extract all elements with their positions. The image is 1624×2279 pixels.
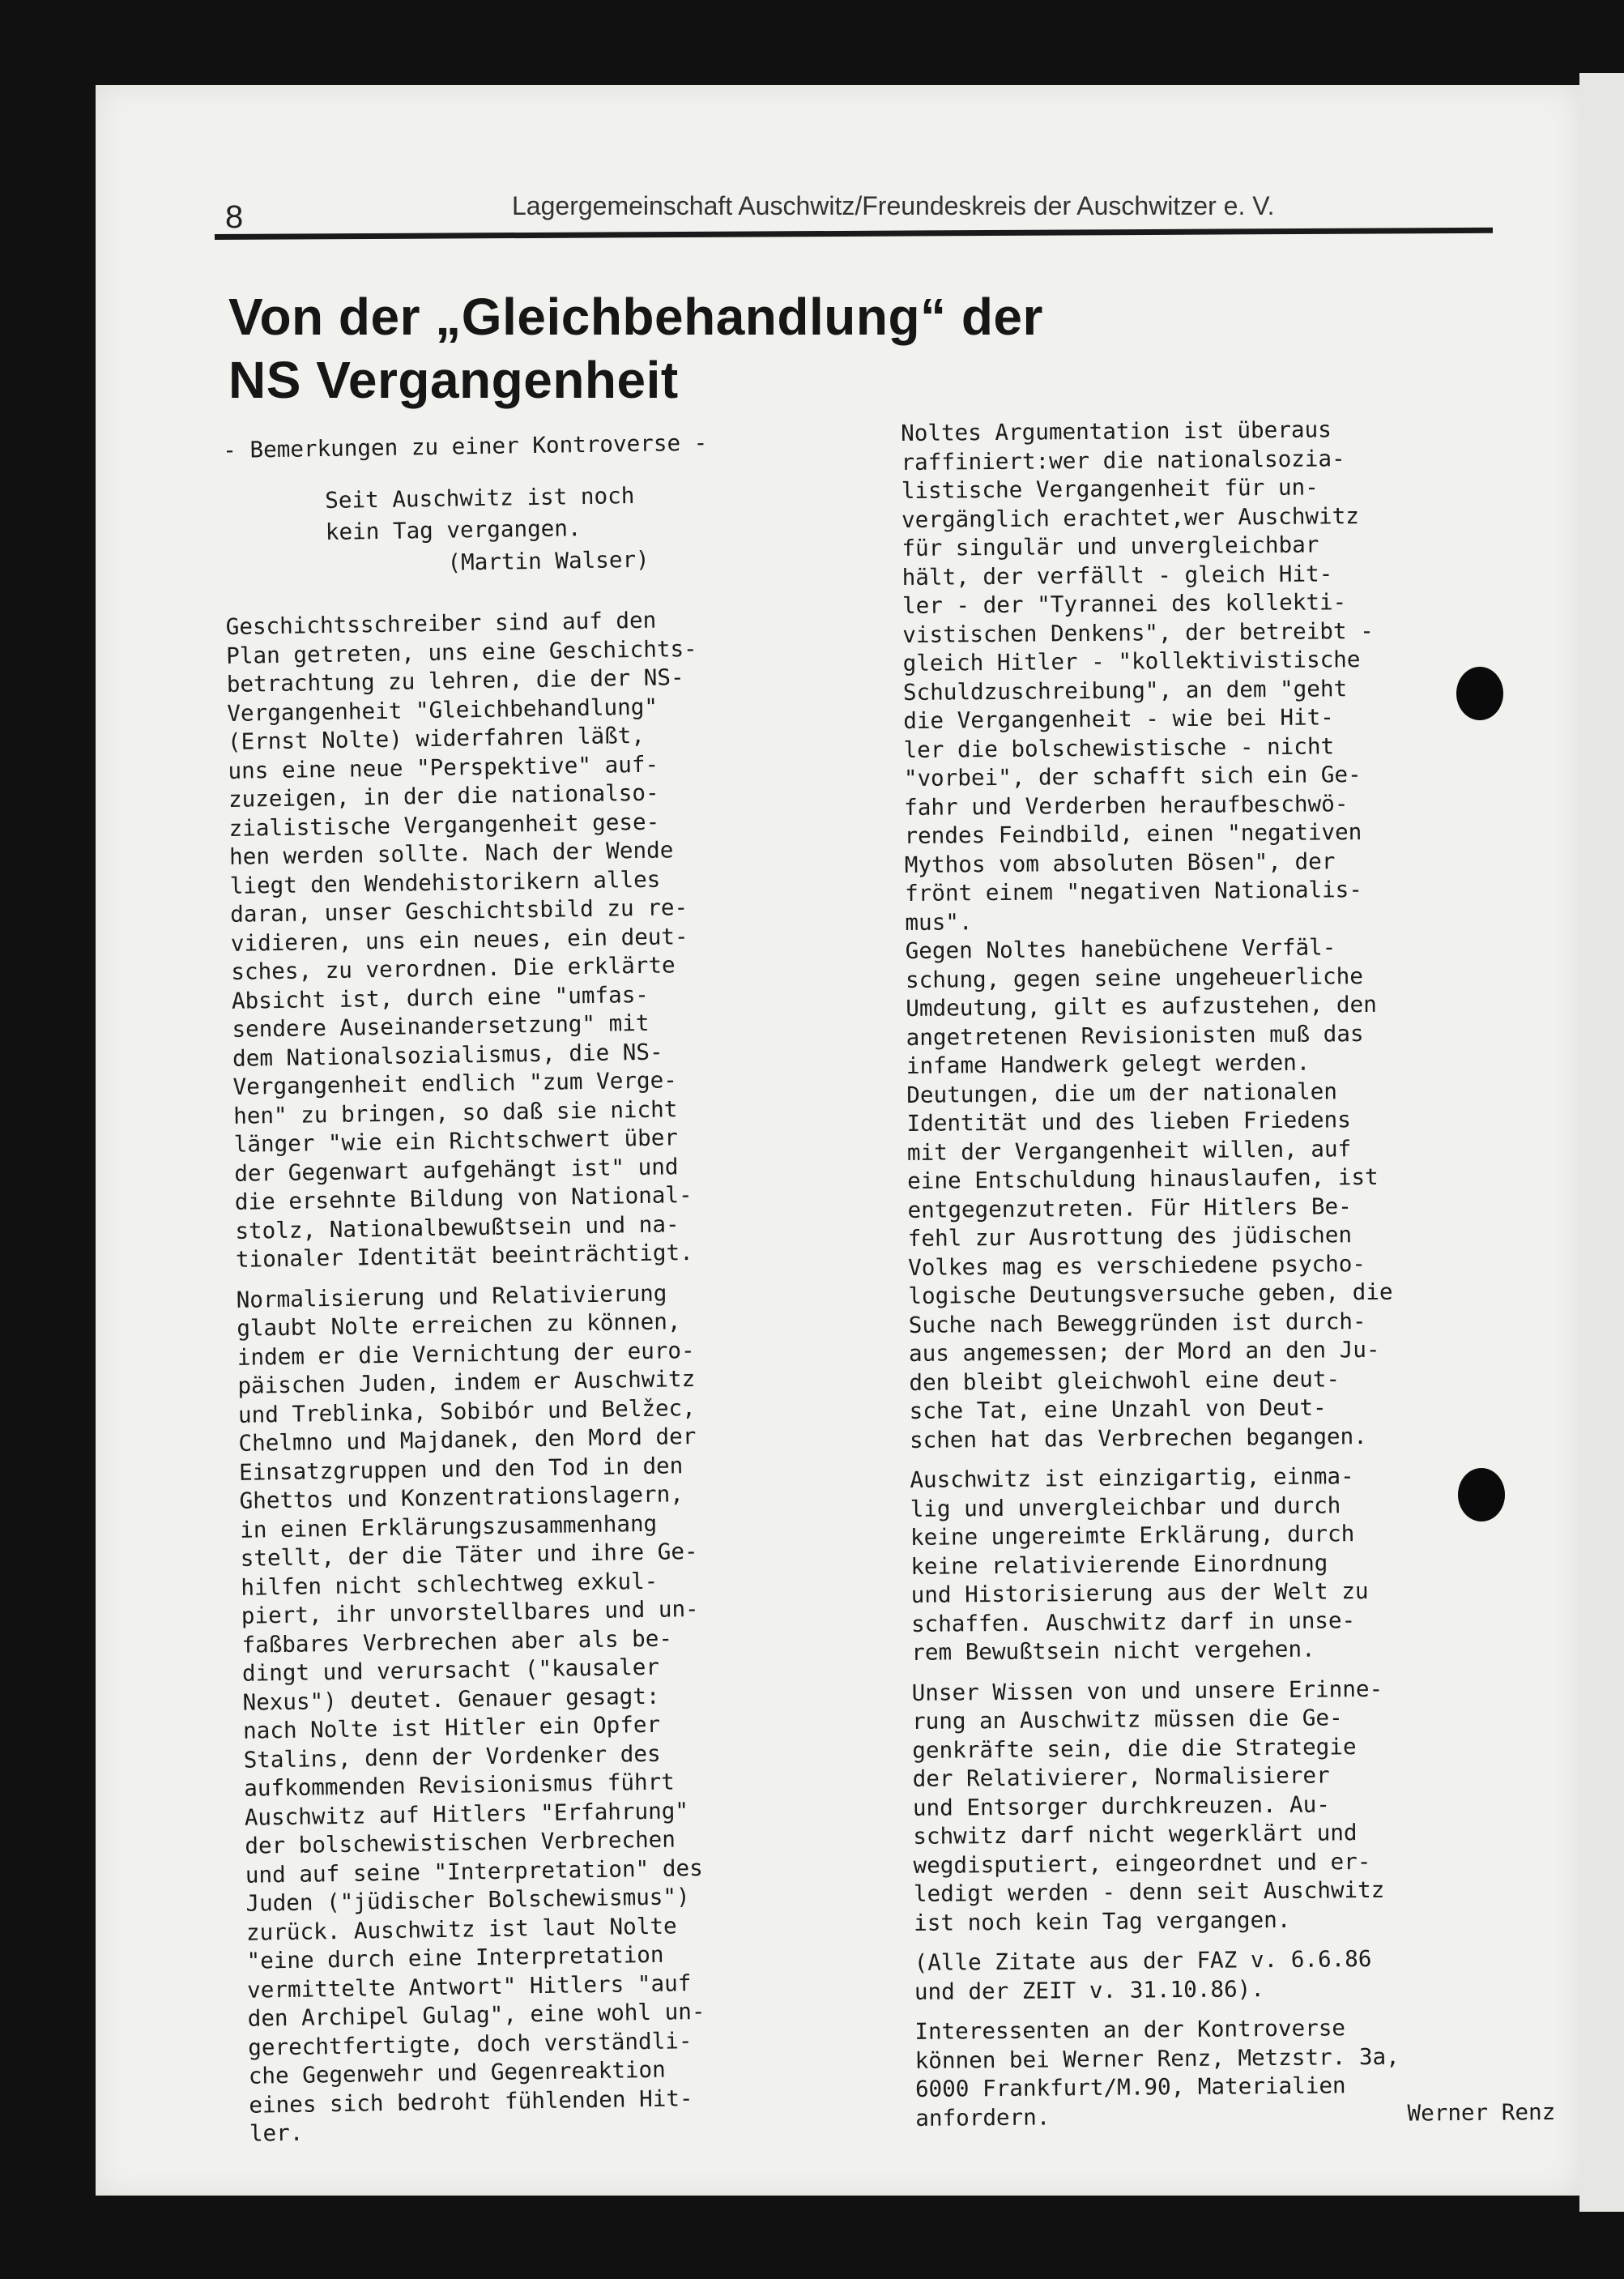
paragraph-interessenten: Interessenten an der Kontroverse können bei Werner Renz, Metzstr. 3a, 6000 Frankfurt/M.90, Materialien anfordern.: [914, 2014, 1400, 2132]
paragraph-intro: Geschichtsschreiber sind auf den Plan getreten, uns eine Geschichts- betrachtung zu lehren, die der NS- Vergangenheit "Gleichbehandlung" (Ernst Nolte) widerfahren läßt, uns eine neue "Perspektive" auf- zuzeigen, in der die nationalso- zialistische Vergangenheit gese- hen werden sollte. Nach der Wende liegt den Wendehistorikern alles daran, unser Geschichtsbild zu re- vidieren, uns ein neues, ein deut- sches, zu verordnen. Die erklärte Absicht ist, durch eine "umfas- sendere Auseinandersetzung" mit dem Nationalsozialismus, die NS- Vergangenheit endlich "zum Verge- hen" zu bringen, so daß sie nicht länger "wie ein Richtschwert über der Gegenwart aufgehängt ist" und die ersehnte Bildung von National- stolz, Nationalbewußtsein und na- tionaler Identität beeinträchtigt.: [225, 606, 697, 1273]
epigraph-line-2: kein Tag vergangen.: [325, 514, 582, 546]
title-line-2: NS Vergangenheit: [228, 351, 679, 409]
article-author: Werner Renz: [1407, 2098, 1556, 2127]
left-column: [223, 426, 865, 2159]
paragraph-argumentation: Noltes Argumentation ist überaus raffiniert:wer die nationalsozia- listische Vergangenheit für un- vergänglich erachtet,wer Auschwitz für singulär und unvergleichbar hält, der verfällt - gleich Hit- ler - der "Tyrannei des kollekti- vistischen Denkens", der betreibt - gleich Hitler - "kollektivistische Schuldzuschreibung", an dem "geht die Vergangenheit - wie bei Hit- ler die bolschewistische - nicht "vorbei", der schafft sich ein Ge- fahr und Verderben heraufbeschwö- rendes Feindbild, einen "negativen Mythos vom absoluten Bösen", der frönt einem "negativen Nationalis- mus". Gegen Noltes hanebüchene Verfäl- schung, gegen seine ungeheuerliche Umdeutung, gilt es aufzustehen, den angetretenen Revisionisten muß das infame Handwerk gelegt werden. Deutungen, die um der nationalen Identität und des lieben Friedens mit der Vergangenheit willen, auf eine Entschuldung hinauslaufen, ist entgegenzutreten. Für Hitlers Be- fehl zur Ausrottung des jüdischen Volkes mag es verschiedene psycho- logische Deutungsversuche geben, die Suche nach Beweggründen ist durch- aus angemessen; der Mord an den Ju- den bleibt gleichwohl eine deut- sche Tat, eine Unzahl von Deut- schen hat das Verbrechen begangen.: [901, 416, 1393, 1453]
subtitle: - Bemerkungen zu einer Kontroverse -: [223, 429, 708, 463]
paragraph-normalisierung: Normalisierung und Relativierung glaubt Nolte erreichen zu können, indem er die Vernichtung der euro- päischen Juden, indem er Auschwitz und Treblinka, Sobibór und Belžec, Chelmno und Majdanek, den Mord der Einsatzgruppen und den Tod in den Ghettos und Konzentrationslagern, in einen Erklärungszusammenhang stellt, der die Täter und ihre Ge- hilfen nicht schlechtweg exkul- piert, ihr unvorstellbares und un- faßbares Verbrechen aber als be- dingt und verursacht ("kausaler Nexus") deutet. Genauer gesagt: nach Nolte ist Hitler ein Opfer Stalins, denn der Vordenker des aufkommenden Revisionismus führt Auschwitz auf Hitlers "Erfahrung" der bolschewistischen Verbrechen und auf seine "Interpretation" des Juden ("jüdischer Bolschewismus") zurück. Auschwitz ist laut Nolte "eine durch eine Interpretation vermittelte Antwort" Hitlers "auf den Archipel Gulag", eine wohl un- gerechtfertigte, doch verständli- che Gegenwehr und Gegenreaktion eines sich bedroht fühlenden Hit- ler.: [236, 1279, 705, 2147]
punch-hole-top: [1456, 667, 1503, 720]
title-line-1: Von der „Gleichbehandlung“ der: [228, 288, 1043, 346]
adjacent-page-edge: [1579, 73, 1624, 2212]
paragraph-erinnerung: Unser Wissen von und unsere Erinne- rung an Auschwitz müssen die Ge- genkräfte sein, die die Strategie der Relativierer, Normalisierer und Entsorger durchkreuzen. Au- schwitz darf nicht wegerklärt und wegdisputiert, eingeordnet und er- ledigt werden - denn seit Auschwitz ist noch kein Tag vergangen.: [911, 1675, 1385, 1936]
right-column: [901, 413, 1556, 2143]
punch-hole-bottom: [1458, 1468, 1505, 1521]
article-title: [228, 285, 1281, 412]
paragraph-einzigartig: Auschwitz ist einzigartig, einma- lig und unvergleichbar und durch keine ungereimte Erklärung, durch keine relativierende Einordnung und Historisierung aus der Welt zu schaffen. Auschwitz darf in unse- rem Bewußtsein nicht vergehen.: [910, 1462, 1369, 1666]
page-number: 8: [225, 199, 244, 235]
epigraph-line-1: Seit Auschwitz ist noch: [324, 481, 635, 514]
paragraph-zitate: (Alle Zitate aus der FAZ v. 6.6.86 und der ZEIT v. 31.10.86).: [914, 1944, 1372, 2005]
epigraph-author: (Martin Walser): [447, 545, 650, 576]
publication-header: Lagergemeinschaft Auschwitz/Freundeskreis der Auschwitzer e. V.: [512, 191, 1275, 220]
